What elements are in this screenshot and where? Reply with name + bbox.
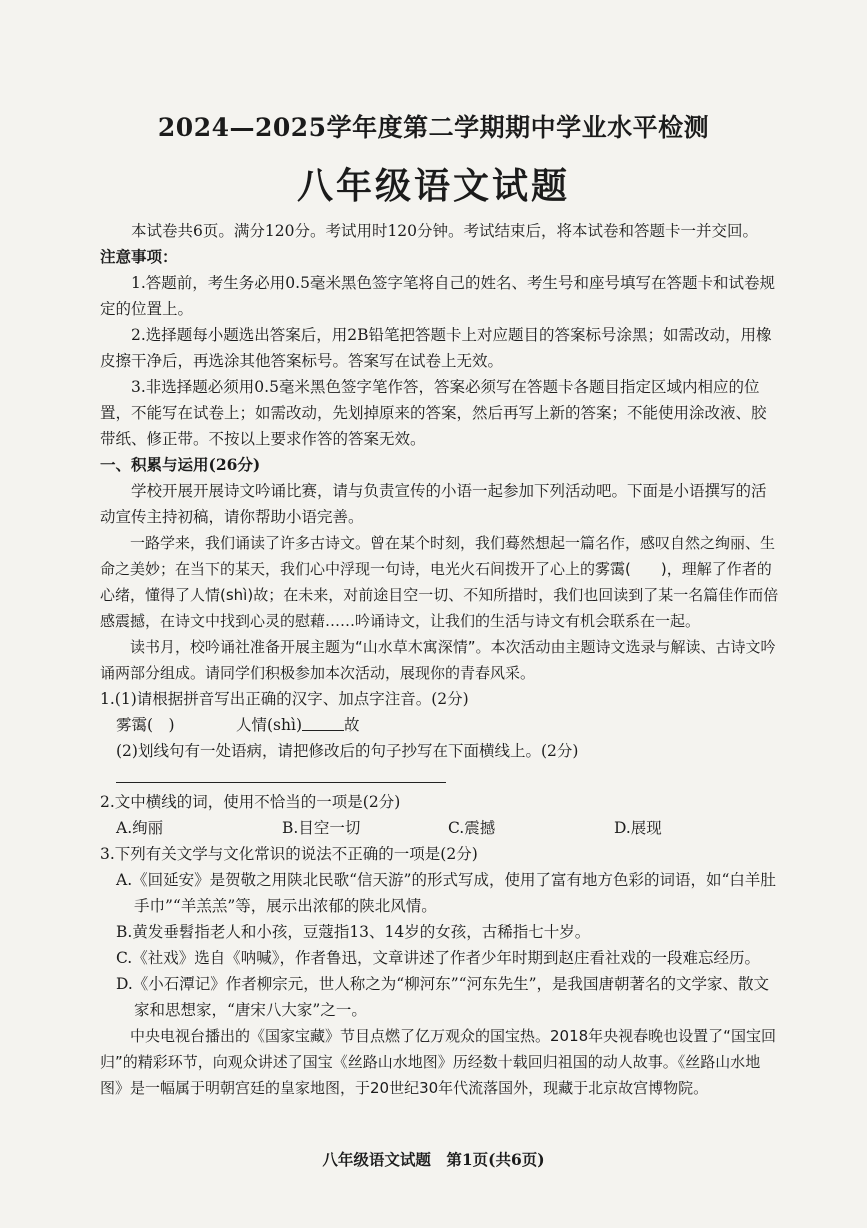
notice-heading: 注意事项：	[100, 247, 178, 266]
q2-stem: 2.文中横线的词，使用不恰当的一项是(2分)	[100, 793, 401, 811]
q2-option-a: A.绚丽	[116, 819, 164, 837]
q1-blank	[302, 712, 344, 731]
q1-words	[100, 712, 780, 738]
exam-subtitle: 八年级语文试题	[296, 165, 570, 207]
notice-item-2: 2.选择题每小题选出答案后，用2B铅笔把答题卡上对应题目的答案标号涂黑；如需改动，用橡皮擦干净后，再选涂其他答案标号。答案写在试卷上无效。	[100, 326, 772, 370]
section1-lead: 学校开展开展诗文吟诵比赛，请与负责宣传的小语一起参加下列活动吧。下面是小语撰写的活动宣传主持初稿，请你帮助小语完善。	[100, 482, 767, 526]
q3-option-a: A.《回延安》是贺敬之用陕北民歌“信天游”的形式写成，使用了富有地方色彩的词语，如“白羊肚手巾”“羊羔羔”等，展示出浓郁的陕北风情。	[116, 871, 776, 915]
q1-word-b-post: 故	[344, 716, 360, 734]
q3-option-d: D.《小石潭记》作者柳宗元，世人称之为“柳河东”“河东先生”，是我国唐朝著名的文学家、散文家和思想家，“唐宋八大家”之一。	[116, 975, 770, 1019]
section1-heading: 一、积累与运用(26分)	[100, 455, 261, 474]
q2-option-c: C.震撼	[448, 819, 496, 837]
q3-option-b: B.黄发垂髫指老人和小孩，豆蔻指13、14岁的女孩，古稀指七十岁。	[116, 923, 591, 941]
q2-option-b: B.目空一切	[282, 819, 361, 837]
notice-item-3: 3.非选择题必须用0.5毫米黑色签字笔作答，答案必须写在答题卡各题目指定区域内相应的位置，不能写在试卷上；如需改动，先划掉原来的答案，然后再写上新的答案；不能使用涂改液、胶带纸、修正带。不按以上要求作答的答案无效。	[100, 378, 767, 448]
exam-body	[100, 218, 780, 1101]
q1-stem2: (2)划线句有一处语病，请把修改后的句子抄写在下面横线上。(2分)	[116, 742, 579, 760]
q1-word-b-pre: 人情(shì)	[236, 716, 302, 734]
passage-2: 读书月，校吟诵社准备开展主题为“山水草木寓深情”。本次活动由主题诗文选录与解读、古诗文吟诵两部分组成。请同学们积极参加本次活动，展现你的青春风采。	[100, 638, 776, 682]
notice-item-1: 1.答题前，考生务必用0.5毫米黑色签字笔将自己的姓名、考生号和座号填写在答题卡和试卷规定的位置上。	[100, 274, 775, 318]
intro-text: 本试卷共6页。满分120分。考试用时120分钟。考试结束后，将本试卷和答题卡一并交回。	[131, 222, 759, 240]
q3-option-c: C.《社戏》选自《呐喊》，作者鲁迅，文章讲述了作者少年时期到赵庄看社戏的一段难忘经历。	[116, 949, 760, 967]
page-footer: 八年级语文试题 第1页(共6页)	[322, 1150, 545, 1169]
q2-option-d: D.展现	[614, 819, 662, 837]
q1-word-a: 雾霭( )	[116, 716, 175, 734]
passage-3: 中央电视台播出的《国家宝藏》节目点燃了亿万观众的国宝热。2018年央视春晚也设置了“国宝回归”的精彩环节，向观众讲述了国宝《丝路山水地图》历经数十载回归祖国的动人故事。《丝路山水地图》是一幅属于明朝宫廷的皇家地图，于20世纪30年代流落国外，现藏于北京故宫博物院。	[100, 1027, 776, 1097]
passage-1: 一路学来，我们诵读了许多古诗文。曾在某个时刻，我们蓦然想起一篇名作，感叹自然之绚丽、生命之美妙；在当下的某天，我们心中浮现一句诗，电光火石间拨开了心上的雾霭( )，理解了作者的心绪，懂得了人情(shì)故；在未来，对前途目空一切、不知所措时，我们也回读到了某一名篇佳作而倍感震撼，在诗文中找到心灵的慰藉……吟诵诗文，让我们的生活与诗文有机会联系在一起。	[100, 534, 779, 630]
exam-title: 2024—2025学年度第二学期期中学业水平检测	[157, 113, 710, 142]
answer-line	[116, 782, 446, 783]
q1-stem: 1.(1)请根据拼音写出正确的汉字、加点字注音。(2分)	[100, 690, 469, 708]
q3-stem: 3.下列有关文学与文化常识的说法不正确的一项是(2分)	[100, 845, 478, 863]
q2-options	[100, 815, 780, 841]
